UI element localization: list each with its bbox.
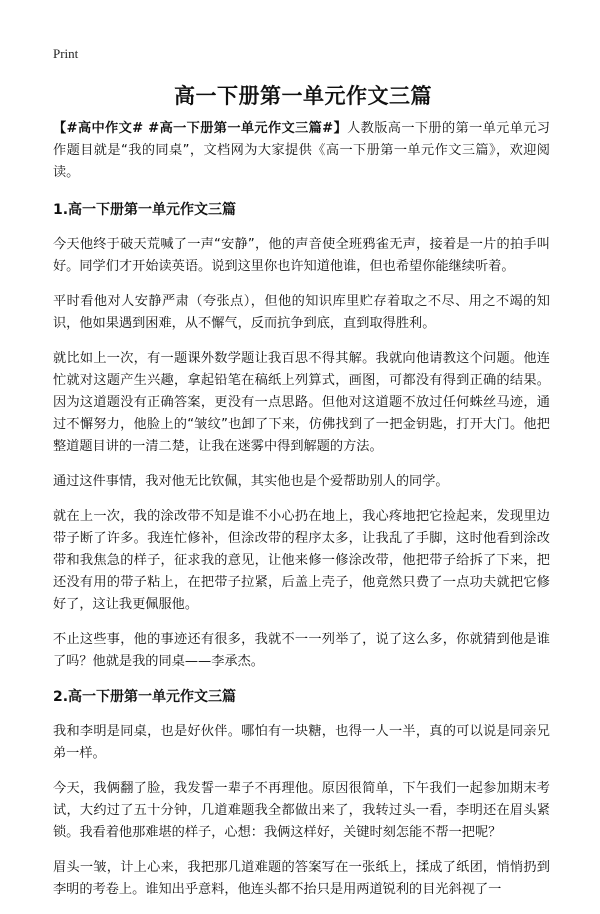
section-heading: 2.高一下册第一单元作文三篇 — [53, 689, 237, 705]
page-title: 高一下册第一单元作文三篇 — [174, 84, 432, 108]
paragraph: 就在上一次，我的涂改带不知是谁不小心扔在地上，我心疼地把它捡起来，发现里边带子断了许多。我连忙修补，但涂改带的程序太多，让我乱了手脚，这时他看到涂改带和我焦急的样子，征求我的意见，让他来修一修涂改带，他把带子给拆了下来，把还没有用的带子粘上，在把带子拉紧，后盖上壳子，他竟然只费了一点功夫就把它修好了，这让我更佩服他。 — [53, 509, 550, 612]
article-body — [53, 118, 550, 914]
paragraph: 通过这件事情，我对他无比钦佩，其实他也是个爱帮助别人的同学。 — [53, 474, 449, 489]
paragraph: 我和李明是同桌，也是好伙伴。哪怕有一块糖，也得一人一半，真的可以说是同亲兄弟一样。 — [53, 724, 550, 761]
paragraph: 今天他终于破天荒喊了一声“安静”，他的声音使全班鸦雀无声，接着是一片的拍手叫好。同学们才开始读英语。说到这里你也许知道他谁，但也希望你能继续听着。 — [53, 237, 550, 274]
section-heading: 1.高一下册第一单元作文三篇 — [53, 202, 237, 218]
intro-text: 人教版高一下册的第一单元单元习作题目就是“我的同桌”，文档网为大家提供《高一下册第一单元作文三篇》，欢迎阅读。 — [53, 121, 550, 180]
print-label: Print — [53, 46, 79, 61]
intro-tag: 【#高中作文# #高一下册第一单元作文三篇#】 — [53, 121, 348, 136]
section-2 — [53, 686, 550, 901]
paragraph: 就比如上一次，有一题课外数学题让我百思不得其解。我就向他请教这个问题。他连忙就对这题产生兴趣，拿起铅笔在稿纸上列算式，画图，可都没有得到正确的结果。因为这道题没有正确答案，更没有一点思路。但他对这道题不放过任何蛛丝马迹，通过不懈努力，他脸上的“皱纹”也卸了下来，仿佛找到了一把金钥匙，打开大门。他把整道题目讲的一清二楚，让我在迷雾中得到解题的方法。 — [53, 351, 550, 454]
paragraph: 平时看他对人安静严肃（夸张点），但他的知识库里贮存着取之不尽、用之不竭的知识，他如果遇到困难，从不懈气，反而抗争到底，直到取得胜利。 — [53, 294, 550, 331]
paragraph: 今天，我俩翻了脸，我发誓一辈子不再理他。原因很简单，下午我们一起参加期末考试，大约过了五十分钟，几道难题我全都做出来了，我转过头一看，李明还在眉头紧锁。我看着他那难堪的样子，心想：我俩这样好，关键时刻怎能不帮一把呢？ — [53, 781, 550, 840]
paragraph: 眉头一皱，计上心来，我把那几道难题的答案写在一张纸上，揉成了纸团，悄悄扔到李明的考卷上。谁知出乎意料，他连头都不抬只是用两道锐利的目光斜视了一 — [53, 860, 550, 897]
section-1 — [53, 199, 550, 673]
paragraph: 不止这些事，他的事迹还有很多，我就不一一列举了，说了这么多，你就猜到他是谁了吗？他就是我的同桌——李承杰。 — [53, 632, 550, 669]
intro-paragraph — [53, 118, 550, 184]
